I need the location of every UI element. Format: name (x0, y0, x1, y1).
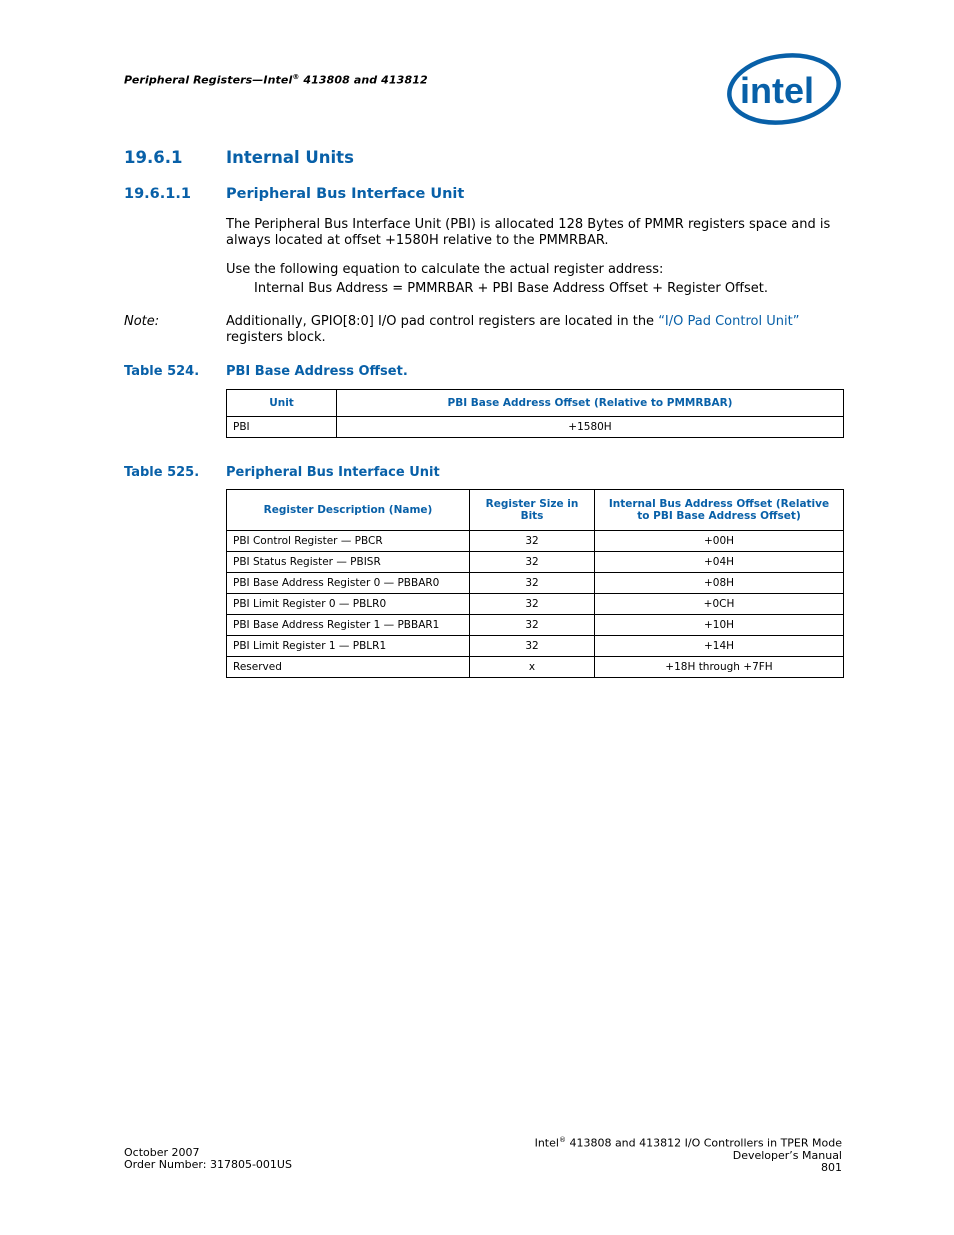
table-cell: PBI Limit Register 0 — PBLR0 (227, 594, 470, 615)
column-header: Unit (227, 390, 337, 417)
table-cell: 32 (470, 615, 595, 636)
footer-left (124, 1147, 292, 1171)
column-header: PBI Base Address Offset (Relative to PMMRBAR) (337, 390, 844, 417)
table-row (227, 657, 844, 678)
table-cell: Reserved (227, 657, 470, 678)
table-cell: PBI Control Register — PBCR (227, 531, 470, 552)
table-row (227, 531, 844, 552)
table-cell: +18H through +7FH (595, 657, 844, 678)
column-header: Register Description (Name) (227, 490, 470, 531)
note-text (226, 314, 848, 346)
column-header: Register Size in Bits (470, 490, 595, 531)
table-cell: PBI Base Address Register 0 — PBBAR0 (227, 573, 470, 594)
table-cell: +1580H (337, 417, 844, 438)
table-524-title: PBI Base Address Offset. (226, 364, 408, 379)
running-header-text: Peripheral Registers—Intel (124, 73, 293, 87)
logo-wordmark: intel (740, 70, 815, 111)
note-label: Note: (124, 314, 160, 329)
subsection-title: Peripheral Bus Interface Unit (226, 186, 465, 202)
section-number: 19.6.1 (124, 148, 183, 167)
footer-date: October 2007 (124, 1146, 200, 1159)
table-524 (226, 389, 844, 438)
equation-intro: Use the following equation to calculate the actual register address: (226, 262, 664, 277)
running-header-suffix: 413808 and 413812 (299, 73, 428, 87)
table-cell: 32 (470, 636, 595, 657)
table-525-number: Table 525. (124, 465, 200, 480)
table-cell: 32 (470, 594, 595, 615)
table-row (227, 573, 844, 594)
table-row (227, 636, 844, 657)
running-header (124, 73, 428, 87)
column-header: Internal Bus Address Offset (Relative to PBI Base Address Offset) (595, 490, 844, 531)
table-cell: 32 (470, 531, 595, 552)
io-pad-control-link[interactable]: “I/O Pad Control Unit” (658, 314, 800, 329)
table-row (227, 594, 844, 615)
footer-right (535, 1134, 842, 1174)
table-cell: PBI Status Register — PBISR (227, 552, 470, 573)
page-number: 801 (821, 1160, 842, 1174)
table-cell: PBI (227, 417, 337, 438)
table-row (227, 615, 844, 636)
footer-doc-title (535, 1134, 842, 1150)
table-525 (226, 489, 844, 678)
note-text-end: registers block. (226, 330, 326, 345)
registered-mark: ® (558, 1136, 566, 1144)
table-header-row (227, 490, 844, 531)
table-cell: +00H (595, 531, 844, 552)
table-524-number: Table 524. (124, 364, 200, 379)
subsection-number: 19.6.1.1 (124, 186, 191, 202)
footer-order-number: Order Number: 317805-001US (124, 1158, 292, 1171)
intro-paragraph: The Peripheral Bus Interface Unit (PBI) is allocated 128 Bytes of PMMR registers space and is always located at offset +1580H relative to the PMMRBAR. (226, 217, 831, 248)
table-header-row (227, 390, 844, 417)
intel-logo (727, 50, 842, 126)
note-text-start: Additionally, GPIO[8:0] I/O pad control registers are located in the (226, 314, 659, 329)
footer-doc-subtitle: Developer’s Manual (732, 1148, 842, 1162)
table-cell: PBI Base Address Register 1 — PBBAR1 (227, 615, 470, 636)
section-title: Internal Units (226, 148, 354, 167)
footer-doc-brand: Intel (534, 1136, 559, 1150)
table-cell: 32 (470, 552, 595, 573)
table-cell: +10H (595, 615, 844, 636)
table-cell: PBI Limit Register 1 — PBLR1 (227, 636, 470, 657)
table-row (227, 552, 844, 573)
registered-mark: ® (292, 73, 300, 81)
footer-doc-title-text: 413808 and 413812 I/O Controllers in TPER Mode (565, 1136, 842, 1150)
table-cell: x (470, 657, 595, 678)
table-cell: +08H (595, 573, 844, 594)
table-cell: 32 (470, 573, 595, 594)
equation: Internal Bus Address = PMMRBAR + PBI Base Address Offset + Register Offset. (254, 281, 769, 296)
table-row (227, 417, 844, 438)
table-cell: +14H (595, 636, 844, 657)
table-cell: +04H (595, 552, 844, 573)
table-cell: +0CH (595, 594, 844, 615)
table-525-title: Peripheral Bus Interface Unit (226, 465, 440, 480)
